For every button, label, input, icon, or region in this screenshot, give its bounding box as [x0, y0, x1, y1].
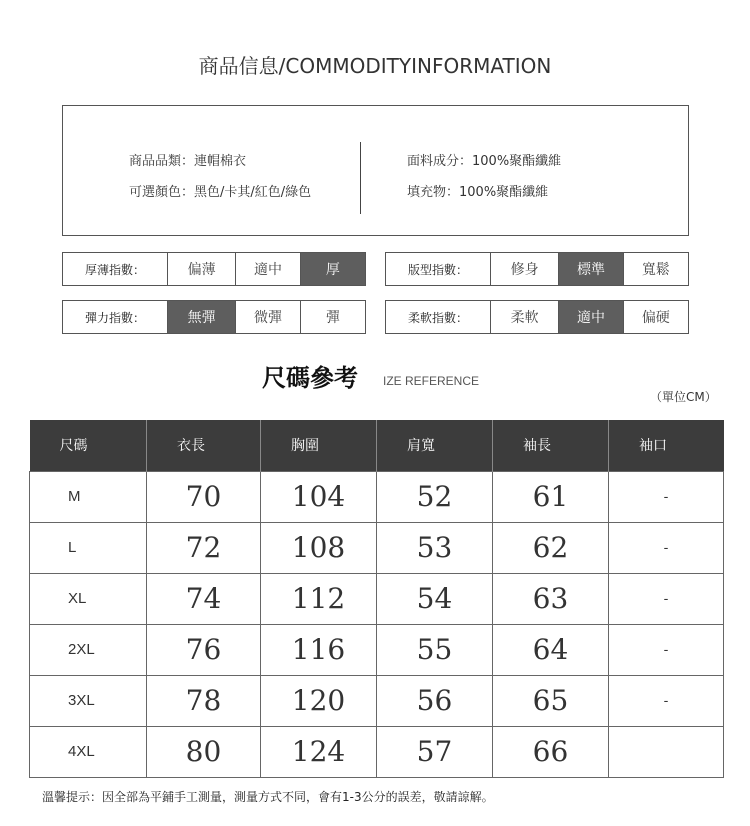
cell-length: 74 — [147, 573, 261, 624]
cell-length: 78 — [147, 675, 261, 726]
cell-sleeve: 62 — [493, 522, 609, 573]
info-divider — [360, 142, 361, 214]
cell-size: M — [30, 471, 147, 522]
cell-size: XL — [30, 573, 147, 624]
cell-cuff: - — [609, 573, 724, 624]
cell-shoulder: 53 — [377, 522, 493, 573]
cell-chest: 104 — [261, 471, 377, 522]
elasticity-option-slight: 微彈 — [236, 301, 300, 333]
cell-size: L — [30, 522, 147, 573]
softness-option-hard: 偏硬 — [641, 310, 670, 326]
product-info-box — [62, 105, 689, 236]
thickness-label: 厚薄指數： — [63, 253, 168, 285]
size-table-header — [30, 420, 724, 471]
thickness-option-thick: 厚 — [301, 253, 365, 285]
cell-chest: 116 — [261, 624, 377, 675]
cell-size: 2XL — [30, 624, 147, 675]
thickness-option-medium: 適中 — [236, 253, 300, 285]
filling-material: 填充物：100%聚酯纖維 — [407, 185, 549, 200]
thickness-index — [62, 252, 366, 286]
cell-cuff: - — [609, 471, 724, 522]
cell-chest: 112 — [261, 573, 377, 624]
cell-chest: 108 — [261, 522, 377, 573]
unit-label: （單位CM） — [650, 390, 717, 404]
size-table — [29, 420, 724, 778]
cell-length: 72 — [147, 522, 261, 573]
cell-size: 3XL — [30, 675, 147, 726]
cell-sleeve: 61 — [493, 471, 609, 522]
elasticity-label: 彈力指數： — [63, 301, 168, 333]
cell-shoulder: 56 — [377, 675, 493, 726]
softness-index — [385, 300, 689, 334]
table-row — [30, 471, 724, 522]
header-shoulder: 肩寬 — [377, 420, 493, 471]
page-title: 商品信息/COMMODITYINFORMATION — [198, 54, 552, 78]
header-cuff: 袖口 — [609, 420, 724, 471]
header-chest: 胸圍 — [261, 420, 377, 471]
product-colors: 可選顏色：黑色/卡其/紅色/綠色 — [129, 185, 312, 200]
table-row — [30, 726, 724, 777]
softness-option-soft: 柔軟 — [491, 301, 559, 333]
fit-index — [385, 252, 689, 286]
cell-shoulder: 52 — [377, 471, 493, 522]
size-reference-subtitle: IZE REFERENCE — [383, 374, 480, 388]
cell-sleeve: 66 — [493, 726, 609, 777]
cell-length: 80 — [147, 726, 261, 777]
cell-length: 76 — [147, 624, 261, 675]
cell-cuff: - — [609, 522, 724, 573]
softness-option-medium: 適中 — [559, 301, 623, 333]
cell-sleeve: 64 — [493, 624, 609, 675]
measurement-note: 溫馨提示：因全部為平鋪手工測量，測量方式不同，會有1-3公分的誤差，敬請諒解。 — [42, 790, 494, 804]
softness-label: 柔軟指數： — [386, 301, 491, 333]
cell-cuff: - — [609, 675, 724, 726]
cell-shoulder: 57 — [377, 726, 493, 777]
size-reference-title: 尺碼參考 — [262, 364, 358, 392]
cell-size: 4XL — [30, 726, 147, 777]
cell-cuff: - — [609, 624, 724, 675]
table-row — [30, 573, 724, 624]
cell-cuff — [609, 726, 724, 777]
elasticity-option-none: 無彈 — [168, 301, 236, 333]
table-row — [30, 522, 724, 573]
cell-shoulder: 54 — [377, 573, 493, 624]
fabric-composition: 面料成分：100%聚酯纖維 — [407, 154, 562, 169]
header-size: 尺碼 — [30, 420, 147, 471]
table-row — [30, 624, 724, 675]
cell-shoulder: 55 — [377, 624, 493, 675]
fit-option-loose: 寬鬆 — [641, 262, 670, 278]
header-length: 衣長 — [147, 420, 261, 471]
cell-chest: 124 — [261, 726, 377, 777]
header-sleeve-length: 袖長 — [493, 420, 609, 471]
cell-sleeve: 63 — [493, 573, 609, 624]
cell-chest: 120 — [261, 675, 377, 726]
thickness-option-thin: 偏薄 — [168, 253, 236, 285]
fit-option-standard: 標準 — [559, 253, 623, 285]
elasticity-index — [62, 300, 366, 334]
product-category: 商品品類：連帽棉衣 — [129, 154, 247, 169]
cell-length: 70 — [147, 471, 261, 522]
fit-label: 版型指數： — [386, 253, 491, 285]
fit-option-slim: 修身 — [491, 253, 559, 285]
elasticity-option-stretch: 彈 — [325, 310, 340, 326]
table-row — [30, 675, 724, 726]
cell-sleeve: 65 — [493, 675, 609, 726]
